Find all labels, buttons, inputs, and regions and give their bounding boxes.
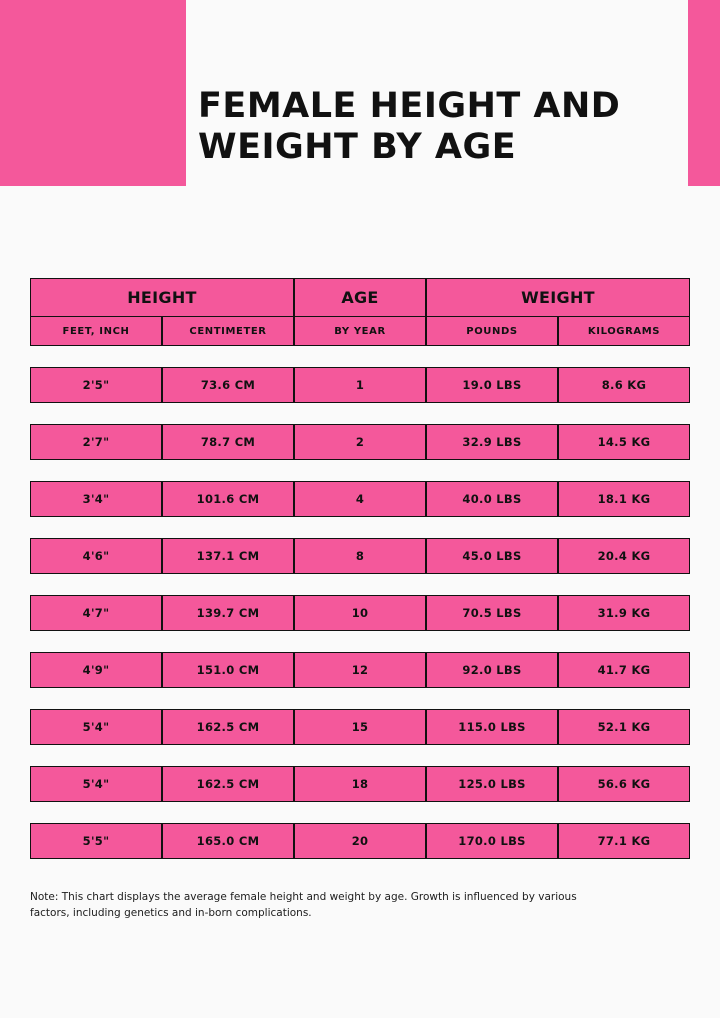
cell-age: 4 (294, 481, 426, 517)
table-row (30, 823, 690, 859)
cell-age: 2 (294, 424, 426, 460)
column-header-centimeter: CENTIMETER (162, 316, 294, 346)
table-row (30, 481, 690, 517)
table-row (30, 538, 690, 574)
table-row (30, 652, 690, 688)
cell-age: 1 (294, 367, 426, 403)
cell-pounds: 40.0 LBS (426, 481, 558, 517)
height-weight-table (30, 278, 690, 859)
cell-age: 8 (294, 538, 426, 574)
cell-pounds: 170.0 LBS (426, 823, 558, 859)
cell-age: 15 (294, 709, 426, 745)
cell-feet-inch: 5'4" (30, 709, 162, 745)
cell-age: 10 (294, 595, 426, 631)
cell-age: 20 (294, 823, 426, 859)
page-title-text: FEMALE HEIGHT AND WEIGHT BY AGE (198, 86, 621, 167)
cell-age: 12 (294, 652, 426, 688)
cell-centimeter: 162.5 CM (162, 709, 294, 745)
column-header-kilograms: KILOGRAMS (558, 316, 690, 346)
cell-kilograms: 8.6 KG (558, 367, 690, 403)
cell-feet-inch: 3'4" (30, 481, 162, 517)
table-row (30, 367, 690, 403)
cell-kilograms: 52.1 KG (558, 709, 690, 745)
cell-feet-inch: 4'7" (30, 595, 162, 631)
column-header-pounds: POUNDS (426, 316, 558, 346)
cell-centimeter: 151.0 CM (162, 652, 294, 688)
cell-centimeter: 165.0 CM (162, 823, 294, 859)
table-row (30, 766, 690, 802)
cell-centimeter: 78.7 CM (162, 424, 294, 460)
group-header-height: HEIGHT (30, 278, 294, 316)
cell-pounds: 45.0 LBS (426, 538, 558, 574)
table-row (30, 595, 690, 631)
cell-feet-inch: 2'5" (30, 367, 162, 403)
chart-note: Note: This chart displays the average female height and weight by age. Growth is influenced by various factors, including genetics and in-born complications. (30, 891, 577, 919)
column-header-feet-inch: FEET, INCH (30, 316, 162, 346)
cell-centimeter: 73.6 CM (162, 367, 294, 403)
page-title (198, 86, 658, 168)
cell-centimeter: 101.6 CM (162, 481, 294, 517)
cell-age: 18 (294, 766, 426, 802)
cell-feet-inch: 2'7" (30, 424, 162, 460)
table-row (30, 709, 690, 745)
cell-pounds: 70.5 LBS (426, 595, 558, 631)
cell-kilograms: 31.9 KG (558, 595, 690, 631)
cell-kilograms: 77.1 KG (558, 823, 690, 859)
group-header-age: AGE (294, 278, 426, 316)
cell-pounds: 32.9 LBS (426, 424, 558, 460)
cell-pounds: 92.0 LBS (426, 652, 558, 688)
group-header-weight: WEIGHT (426, 278, 690, 316)
table-column-header-row (30, 316, 690, 346)
cell-kilograms: 41.7 KG (558, 652, 690, 688)
cell-centimeter: 139.7 CM (162, 595, 294, 631)
table-group-header-row (30, 278, 690, 316)
cell-kilograms: 56.6 KG (558, 766, 690, 802)
table-row (30, 424, 690, 460)
cell-feet-inch: 4'9" (30, 652, 162, 688)
cell-pounds: 125.0 LBS (426, 766, 558, 802)
cell-feet-inch: 4'6" (30, 538, 162, 574)
decorative-block-right (688, 0, 720, 186)
cell-kilograms: 20.4 KG (558, 538, 690, 574)
cell-feet-inch: 5'5" (30, 823, 162, 859)
column-header-by-year: BY YEAR (294, 316, 426, 346)
cell-feet-inch: 5'4" (30, 766, 162, 802)
cell-centimeter: 137.1 CM (162, 538, 294, 574)
cell-kilograms: 18.1 KG (558, 481, 690, 517)
cell-kilograms: 14.5 KG (558, 424, 690, 460)
cell-pounds: 115.0 LBS (426, 709, 558, 745)
decorative-block-left (0, 0, 186, 186)
cell-centimeter: 162.5 CM (162, 766, 294, 802)
cell-pounds: 19.0 LBS (426, 367, 558, 403)
